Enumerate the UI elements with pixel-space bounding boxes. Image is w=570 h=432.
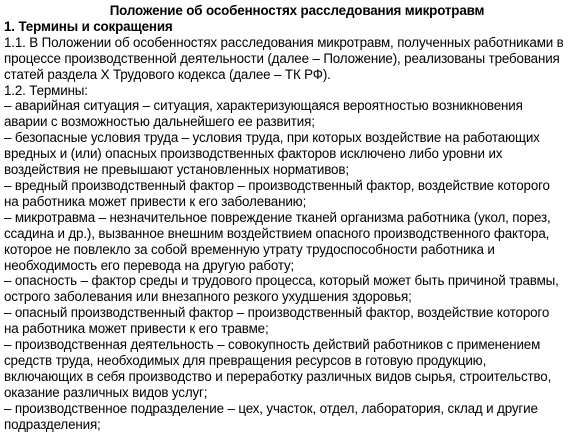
term-item-emergency: – аварийная ситуация – ситуация, характеризующаяся вероятностью возникновения аварии с возможностью дальнейшего ее развития; bbox=[4, 98, 523, 130]
paragraph-1-2-label: 1.2. Термины: bbox=[4, 82, 88, 98]
term-item-production-unit: – производственное подразделение – цех, участок, отдел, лаборатория, склад и другие подразделения; bbox=[4, 400, 538, 432]
paragraph-1-1: 1.1. В Положении об особенностях расследования микротравм, полученных работниками в процессе производственной деятельности (далее – Положение), реализованы требования статей раздела X Трудового кодекса (далее – ТК РФ). bbox=[4, 34, 564, 82]
term-item-dangerous-factor: – опасный производственный фактор – производственный фактор, воздействие которого на работника может привести к его травме; bbox=[4, 305, 550, 337]
section-heading: 1. Термины и сокращения bbox=[4, 18, 173, 34]
terms-list bbox=[4, 98, 566, 432]
term-item-hazard: – опасность – фактор среды и трудового процесса, который может быть причиной травмы, острого заболевания или внезапного резкого ухудшения здоровья; bbox=[4, 273, 559, 305]
term-item-safe-conditions: – безопасные условия труда – условия труда, при которых воздействие на работающих вредных и (или) опасных производственных факторов исключено либо уровни их воздействия не превышают установленных нормативов; bbox=[4, 130, 540, 178]
term-item-harmful-factor: – вредный производственный фактор – производственный фактор, воздействие которого на работника может привести к его заболеванию; bbox=[4, 177, 550, 209]
term-item-microtrauma: – микротравма – незначительное повреждение тканей организма работника (укол, порез, ссадина и др.), вызванное внешним воздействием опасного производственного фактора, которое не повлекло за собой временную утрату трудоспособности работника и необходимость его перевода на другую работу; bbox=[4, 209, 551, 273]
document-title: Положение об особенностях расследования микротравм bbox=[109, 3, 485, 18]
term-item-production-activity: – производственная деятельность – совокупность действий работников с применением средств труда, необходимых для превращения ресурсов в готовую продукцию, включающих в себя производство и переработку различных видов сырья, строительство, оказание различных видов услуг; bbox=[4, 337, 552, 400]
